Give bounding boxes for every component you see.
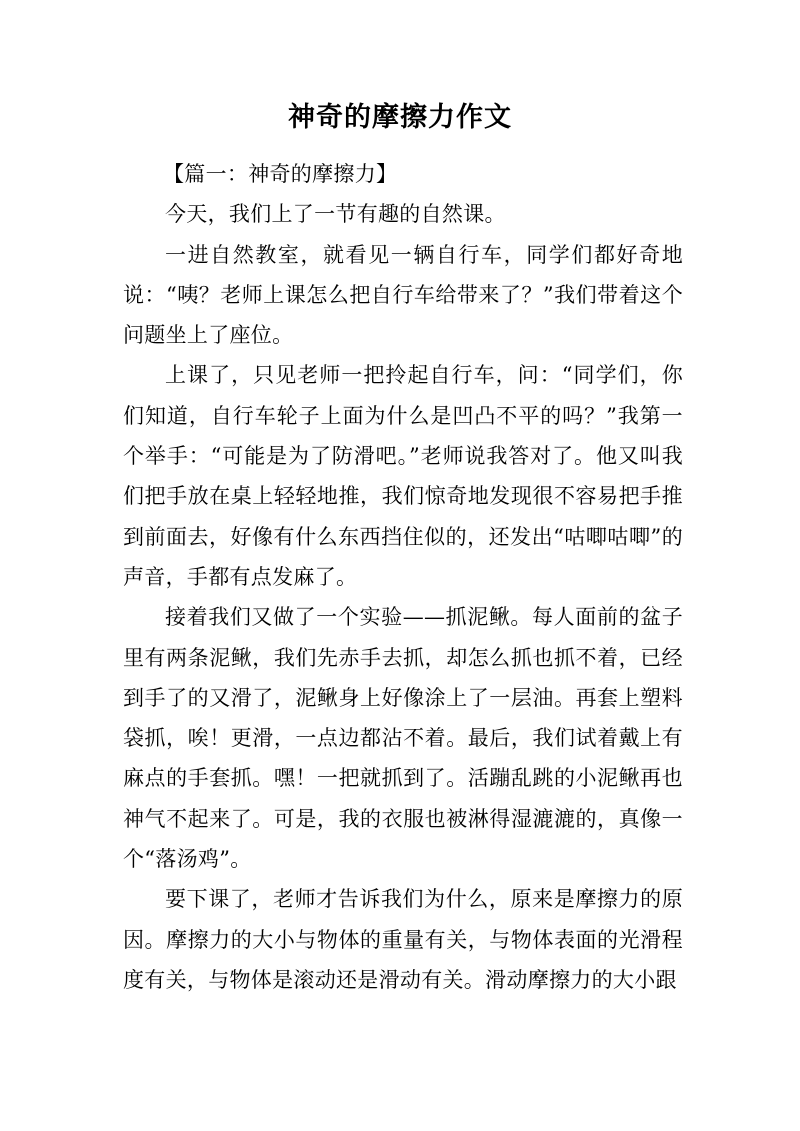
document-body [123,154,683,1000]
paragraph: 今天，我们上了一节有趣的自然课。 [165,202,506,227]
paragraph: 一进自然教室，就看见一辆自行车，同学们都好奇地说：“咦？老师上课怎么把自行车给带来了？”我们带着这个问题坐上了座位。 [123,242,683,348]
document-title: 神奇的摩擦力作文 [288,102,512,133]
paragraph: 上课了，只见老师一把拎起自行车，问：“同学们，你们知道，自行车轮子上面为什么是凹凸不平的吗？”我第一个举手：“可能是为了防滑吧。”老师说我答对了。他又叫我们把手放在桌上轻轻地推，我们惊奇地发现很不容易把手推到前面去，好像有什么东西挡住似的，还发出“咕唧咕唧”的声音，手都有点发麻了。 [123,363,683,589]
paragraph: 要下课了，老师才告诉我们为什么，原来是摩擦力的原因。摩擦力的大小与物体的重量有关，与物体表面的光滑程度有关，与物体是滚动还是滑动有关。滑动摩擦力的大小跟 [123,887,683,992]
paragraph: 接着我们又做了一个实验——抓泥鳅。每人面前的盆子里有两条泥鳅，我们先赤手去抓，却怎么抓也抓不着，已经到手了的又滑了，泥鳅身上好像涂上了一层油。再套上塑料袋抓，唉！更滑，一点边都沾不着。最后，我们试着戴上有麻点的手套抓。嘿！一把就抓到了。活蹦乱跳的小泥鳅再也神气不起来了。可是，我的衣服也被淋得湿漉漉的，真像一个“落汤鸡”。 [123,605,683,872]
section-label: 【篇一：神奇的摩擦力】 [163,162,398,186]
